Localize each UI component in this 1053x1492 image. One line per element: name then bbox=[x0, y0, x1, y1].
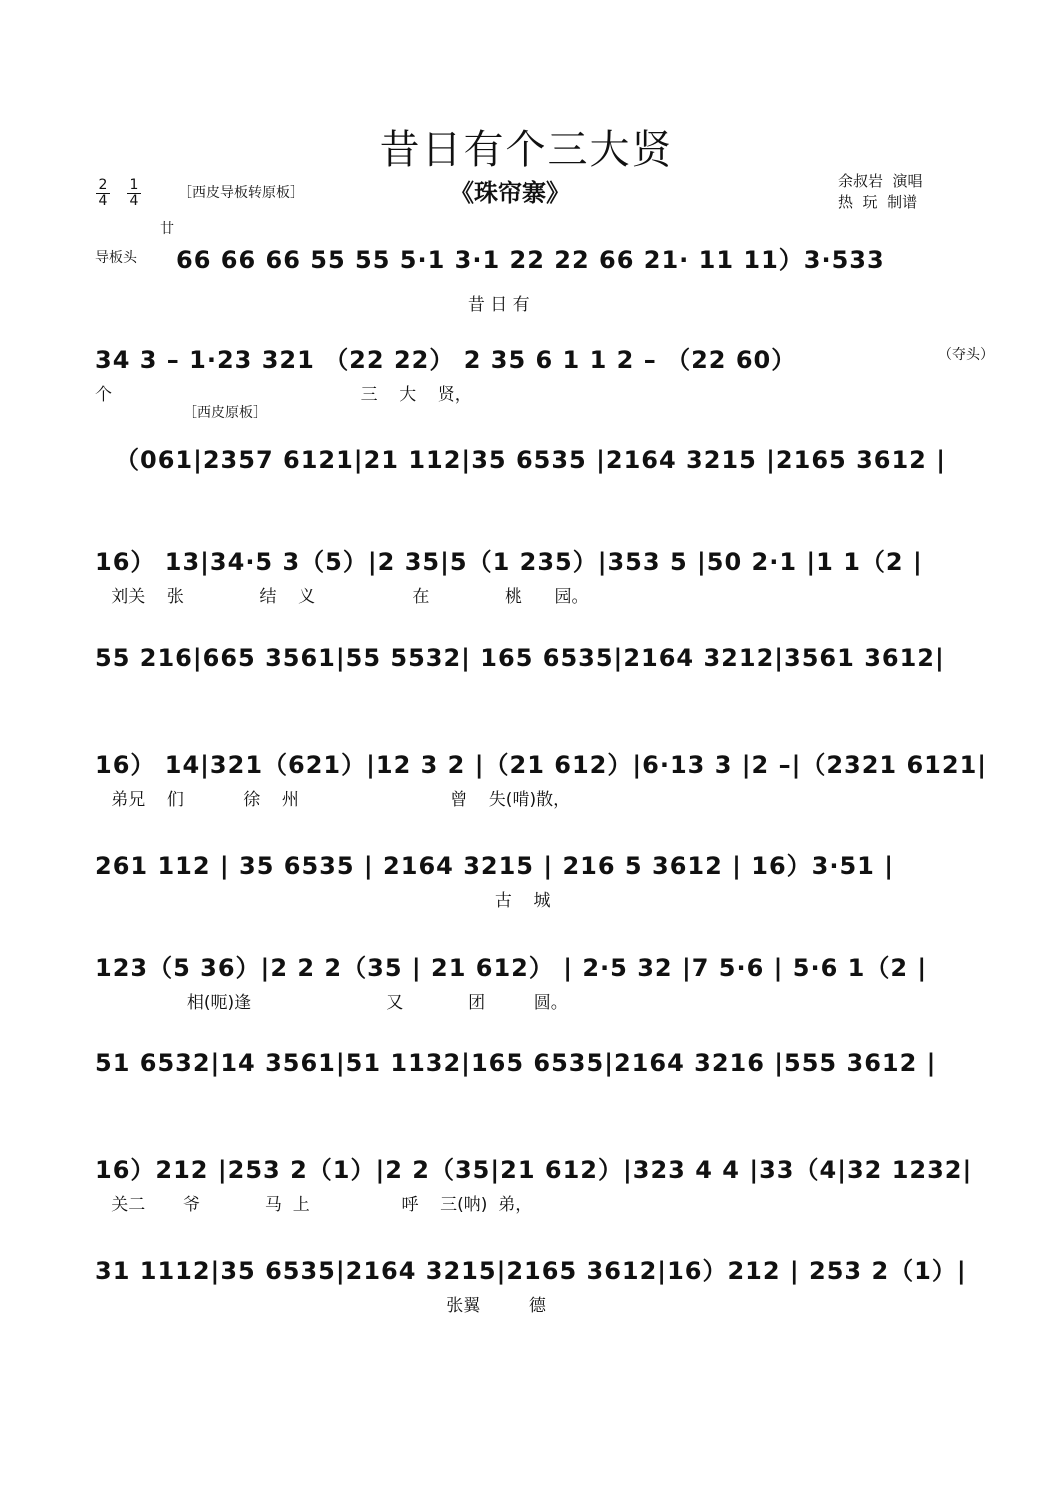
notation-line: 261 112 | 35 6535 | 2164 3215 | 216 5 3612 | 16）3·51 | bbox=[95, 852, 894, 880]
notation-line: 123（5 36）|2 2 2（35 | 21 612） | 2·5 32 |7 5·6 | 5·6 1（2 | bbox=[95, 954, 928, 982]
credits bbox=[838, 171, 923, 213]
lyric-line: 相(呃)逢 又 团 圆。 bbox=[95, 993, 568, 1013]
mode-label-original: ［西皮原板］ bbox=[183, 405, 267, 421]
notation-line: 16） 14|321（621）|12 3 2 |（21 612）|6·13 3 |2 –|（2321 6121| bbox=[95, 751, 988, 779]
time-signature-denominator: 4 bbox=[98, 193, 108, 209]
lyric-line: 弟兄 们 徐 州 曾 失(啃)散， bbox=[95, 790, 571, 810]
notation-line: 55 216|665 3561|55 5532| 165 6535|2164 3212|3561 3612| bbox=[95, 644, 945, 672]
notation-line: 16） 13|34·5 3（5）|2 35|5（1 235）|353 5 |50 2·1 |1 1（2 | bbox=[95, 548, 923, 576]
mode-label-transition: ［西皮导板转原板］ bbox=[178, 185, 304, 201]
singer-credit: 余叔岩 演唱 bbox=[838, 172, 923, 190]
time-signature-2 bbox=[127, 178, 141, 209]
lyric-line: 昔 日 有 bbox=[95, 295, 530, 315]
notation-line: （061|2357 6121|21 112|35 6535 |2164 3215 |2165 3612 | bbox=[115, 446, 947, 474]
opera-title: 《珠帘寨》 bbox=[450, 179, 570, 207]
song-title: 昔日有个三大贤 bbox=[379, 127, 674, 173]
time-signature-numerator: 1 bbox=[127, 178, 141, 194]
notation-line: 51 6532|14 3561|51 1132|165 6535|2164 3216 |555 3612 | bbox=[95, 1049, 937, 1077]
time-signature-denominator: 4 bbox=[129, 193, 139, 209]
lyric-line: 刘关 张 结 义 在 桃 园。 bbox=[95, 587, 589, 607]
intro-label: 导板头 bbox=[95, 250, 137, 266]
lyric-line: 关二 爷 马 上 呼 三(呐) 弟， bbox=[95, 1195, 533, 1215]
time-signature-numerator: 2 bbox=[96, 178, 110, 194]
lyric-line: 个 三 大 贤， bbox=[95, 385, 472, 405]
intro-mark: 廿 bbox=[160, 221, 174, 237]
notation-line: 16）212 |253 2（1）|2 2（35|21 612）|323 4 4 |33（4|32 1232| bbox=[95, 1156, 973, 1184]
lyric-line: 张翼 德 bbox=[95, 1296, 546, 1316]
time-signature-1 bbox=[96, 178, 110, 209]
lyric-line: 古 城 bbox=[95, 891, 551, 911]
notation-line: 66 66 66 55 55 5·1 3·1 22 22 66 21· 11 11）3·533 bbox=[176, 246, 885, 274]
notation-suffix: （夺头） bbox=[938, 347, 994, 363]
transcriber-credit: 热 玩 制谱 bbox=[838, 193, 918, 211]
notation-line: 34 3 – 1·23 321 （22 22） 2 35 6 1 1 2 – （22 60） bbox=[95, 346, 797, 374]
notation-line: 31 1112|35 6535|2164 3215|2165 3612|16）212 | 253 2（1）| bbox=[95, 1257, 967, 1285]
